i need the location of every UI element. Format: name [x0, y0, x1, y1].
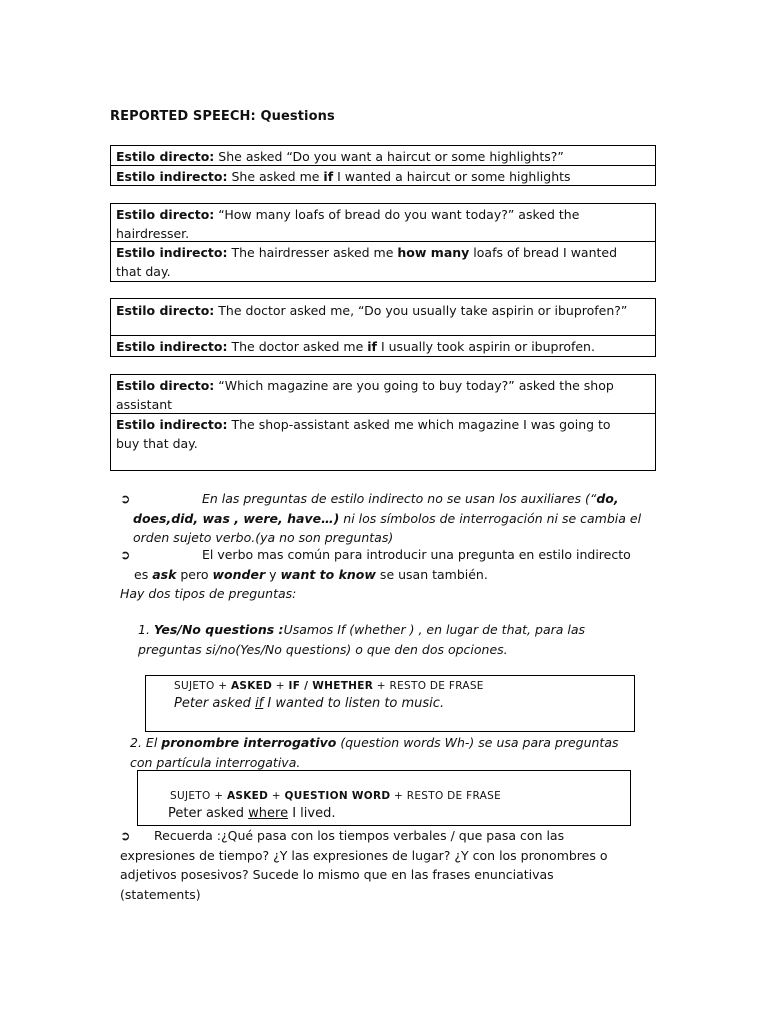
- example-box-3: [110, 298, 656, 357]
- type-1-text-b: preguntas si/no(Yes/No questions) o que den dos opciones.: [138, 641, 508, 657]
- direct-row: [111, 204, 655, 241]
- recuerda-line-2: expresiones de tiempo? ¿Y las expresiones de lugar? ¿Y con los pronombres o: [120, 847, 608, 863]
- indirect-row: [111, 413, 655, 470]
- direct-label: Estilo directo:: [116, 207, 215, 222]
- example-box-2: [110, 203, 656, 282]
- indirect-keyword: if: [367, 339, 377, 354]
- recuerda-line-1: Recuerda :¿Qué pasa con los tiempos verbales / que pasa con las: [154, 828, 565, 843]
- formula-question-word: QUESTION WORD: [284, 790, 391, 802]
- indirect-text-line2: buy that day.: [116, 436, 198, 451]
- direct-label: Estilo directo:: [116, 149, 215, 164]
- example-pre: Peter asked: [174, 696, 256, 711]
- note-1: [120, 489, 660, 548]
- page-title: REPORTED SPEECH: Questions: [110, 109, 335, 124]
- example-pre: Peter asked: [168, 806, 249, 821]
- indirect-label: Estilo indirecto:: [116, 417, 228, 432]
- direct-text-line2: assistant: [116, 397, 173, 412]
- formula-asked: ASKED: [226, 790, 269, 802]
- note-2-text-post: se usan también.: [375, 566, 488, 582]
- indirect-text-pre: The doctor asked me: [231, 339, 368, 354]
- formula-if-whether: IF / WHETHER: [288, 680, 374, 692]
- type-2-formula: [170, 790, 501, 802]
- indirect-keyword: how many: [397, 245, 470, 260]
- type-2-pre: El: [145, 735, 162, 750]
- indirect-row: [111, 335, 655, 356]
- type-2-number: 2.: [130, 735, 142, 750]
- indirect-text-post: loafs of bread I wanted: [469, 245, 618, 260]
- type-2-description: [130, 733, 660, 772]
- direct-text: She asked “Do you want a haircut or some highlights?”: [218, 149, 564, 164]
- arrow-icon: ➲: [120, 828, 131, 843]
- type-2-example: [168, 806, 335, 821]
- note-1-aux-b: does,did, was , were, have…): [133, 510, 340, 526]
- note-1-text-a: En las preguntas de estilo indirecto no se usan los auxiliares (“: [202, 491, 597, 506]
- recuerda-line-3: adjetivos posesivos? Sucede lo mismo que en las frases enunciativas: [120, 867, 554, 882]
- direct-text-line1: “Which magazine are you going to buy today?” asked the shop: [218, 378, 614, 393]
- verb-want-to-know: want to know: [280, 566, 376, 582]
- direct-label: Estilo directo:: [116, 303, 215, 318]
- indirect-keyword: if: [323, 169, 334, 184]
- two-types-heading: Hay dos tipos de preguntas:: [120, 586, 297, 601]
- type-1-formula: [174, 680, 484, 692]
- type-2-heading: pronombre interrogativo: [161, 735, 337, 750]
- indirect-text-post: I usually took aspirin or ibuprofen.: [376, 339, 595, 354]
- direct-text-line1: “How many loafs of bread do you want today?” asked the: [218, 207, 580, 222]
- type-1-heading: Yes/No questions :: [153, 622, 284, 637]
- example-keyword: if: [255, 696, 264, 711]
- formula-plus: +: [268, 790, 285, 802]
- direct-text: The doctor asked me, “Do you usually take aspirin or ibuprofen?”: [218, 303, 628, 318]
- type-1-number: 1.: [138, 622, 150, 637]
- type-2-formula-box: [137, 770, 631, 826]
- direct-row: [111, 146, 655, 165]
- example-post: I lived.: [288, 806, 336, 821]
- note-2: [120, 545, 660, 604]
- verb-wonder: wonder: [212, 566, 266, 582]
- indirect-label: Estilo indirecto:: [116, 169, 228, 184]
- indirect-text-post: I wanted a haircut or some highlights: [333, 169, 571, 184]
- indirect-label: Estilo indirecto:: [116, 339, 228, 354]
- formula-rest: + RESTO DE FRASE: [373, 680, 484, 692]
- direct-text-line2: hairdresser.: [116, 226, 190, 241]
- note-1-text-c: orden sujeto verbo.(ya no son preguntas): [133, 530, 394, 545]
- note-2-text-a: El verbo mas común para introducir una pregunta en estilo indirecto: [202, 547, 631, 562]
- type-1-formula-box: [145, 675, 635, 732]
- arrow-icon: ➲: [120, 491, 131, 506]
- formula-subject: SUJETO +: [174, 680, 231, 692]
- formula-asked: ASKED: [230, 680, 273, 692]
- type-2-text-a: (question words Wh-) se usa para preguntas: [336, 735, 619, 750]
- indirect-text-pre: The hairdresser asked me: [231, 245, 398, 260]
- note-1-aux-a: do,: [596, 491, 619, 506]
- indirect-text-pre: She asked me: [231, 169, 324, 184]
- indirect-row: [111, 165, 655, 185]
- formula-subject: SUJETO +: [170, 790, 227, 802]
- example-box-1: [110, 145, 656, 186]
- indirect-text-line2: that day.: [116, 264, 171, 279]
- indirect-row: [111, 241, 655, 281]
- direct-row: [111, 299, 655, 335]
- type-2-text-b: con partícula interrogativa.: [130, 754, 301, 770]
- direct-label: Estilo directo:: [116, 378, 215, 393]
- note-2-text-mid: pero: [176, 566, 213, 582]
- note-1-text-b: ni los símbolos de interrogación ni se cambia el: [339, 510, 642, 526]
- note-2-text-y: y: [265, 566, 281, 582]
- direct-row: [111, 375, 655, 413]
- formula-plus: +: [272, 680, 289, 692]
- type-1-description: [138, 620, 658, 659]
- type-1-text-a: Usamos If (whether ) , en lugar de that, para las: [283, 622, 586, 637]
- indirect-label: Estilo indirecto:: [116, 245, 228, 260]
- example-keyword: where: [248, 806, 289, 821]
- note-2-text-pre: es: [134, 566, 153, 582]
- indirect-text-line1: The shop-assistant asked me which magazine I was going to: [231, 417, 611, 432]
- recuerda-note: [120, 826, 665, 904]
- formula-rest: + RESTO DE FRASE: [390, 790, 502, 802]
- recuerda-line-4: (statements): [120, 886, 201, 902]
- example-post: I wanted to listen to music.: [263, 696, 445, 711]
- arrow-icon: ➲: [120, 547, 131, 562]
- verb-ask: ask: [152, 566, 177, 582]
- example-box-4: [110, 374, 656, 471]
- type-1-example: [174, 696, 444, 711]
